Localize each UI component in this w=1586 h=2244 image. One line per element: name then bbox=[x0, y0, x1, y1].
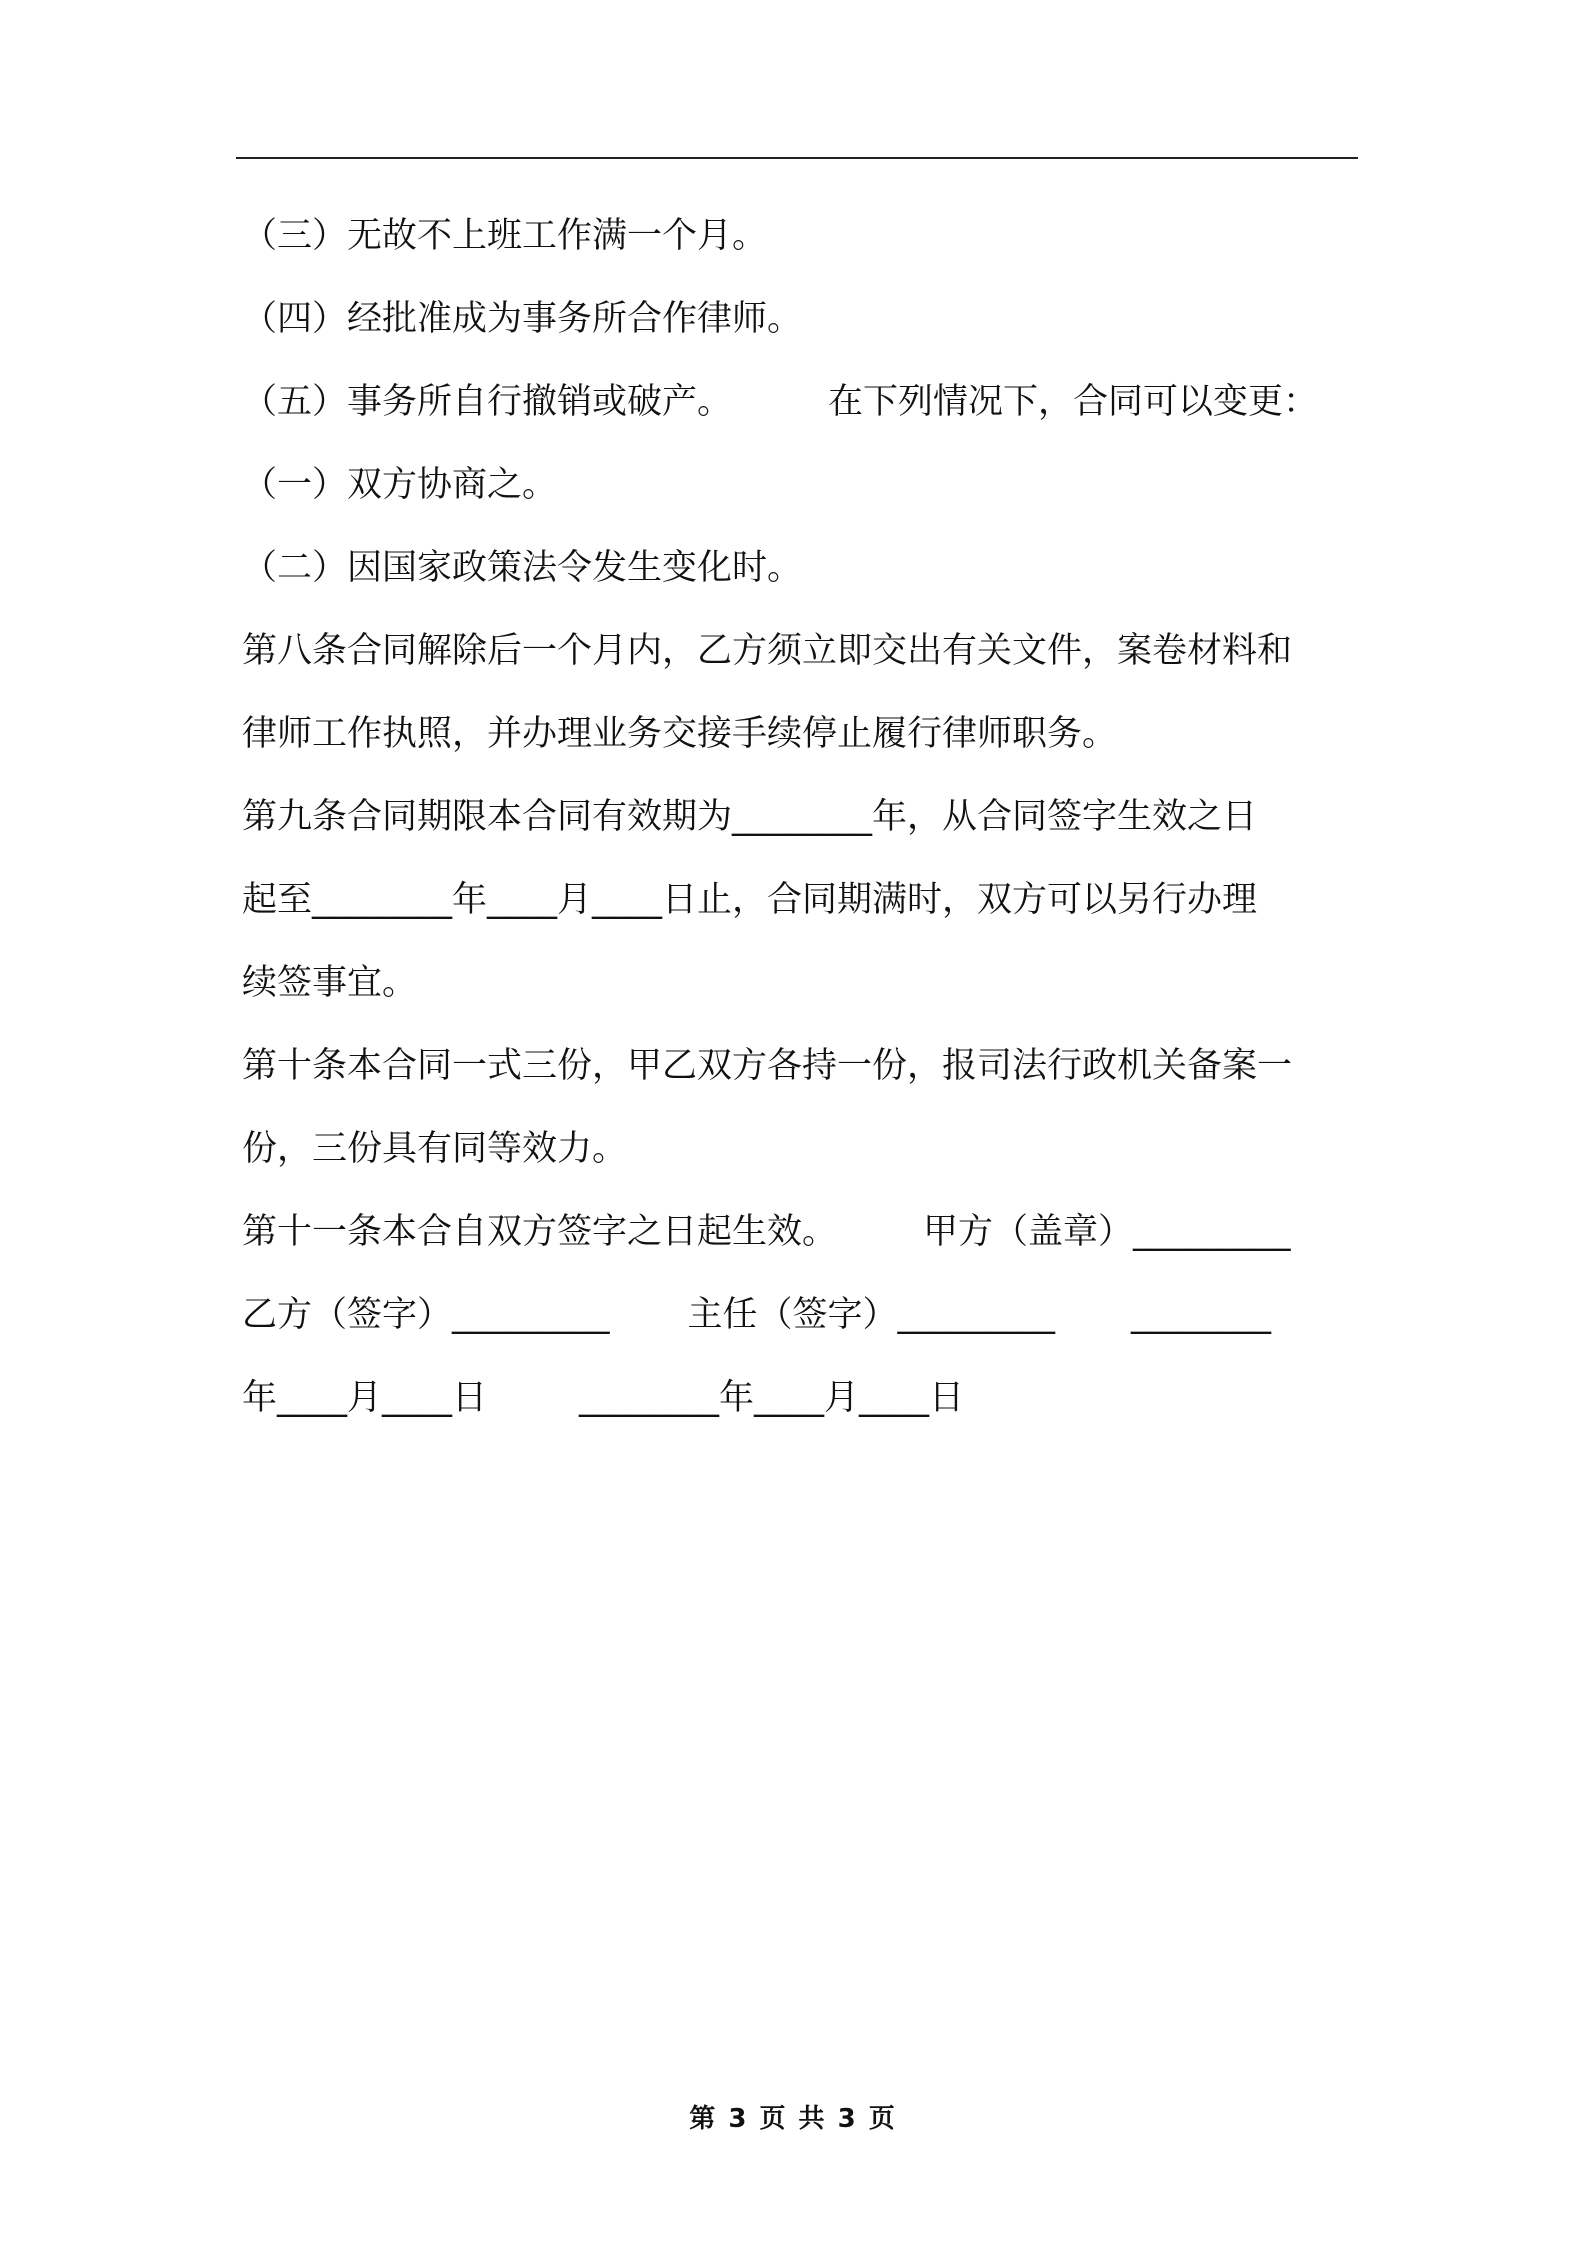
clause-text: 律师工作执照，并办理业务交接手续停止履行律师职务。 bbox=[242, 714, 1118, 754]
party-a-signature: 甲方（盖章）_________ bbox=[923, 1212, 1291, 1252]
party-b-signature: 乙方（签字）_________ bbox=[242, 1295, 610, 1335]
clause-text: （三）无故不上班工作满一个月。 bbox=[242, 216, 768, 256]
clause-text: （五）事务所自行撤销或破产。 bbox=[242, 382, 733, 422]
clause-line bbox=[242, 859, 1362, 942]
clause-text: （二）因国家政策法令发生变化时。 bbox=[242, 548, 803, 588]
clause-line bbox=[242, 278, 1362, 361]
page-footer: 第 3 页 共 3 页 bbox=[689, 2104, 897, 2134]
clause-text: 第十条本合同一式三份，甲乙双方各持一份，报司法行政机关备案一 bbox=[242, 1046, 1293, 1086]
clause-line bbox=[242, 610, 1362, 693]
clause-line bbox=[242, 1108, 1362, 1191]
director-signature: 主任（签字）_________ bbox=[687, 1295, 1056, 1335]
clause-text: 起至________年____月____日止，合同期满时，双方可以另行办理 bbox=[242, 880, 1258, 920]
date-blank: ________ bbox=[1131, 1295, 1272, 1335]
clause-text: 在下列情况下，合同可以变更： bbox=[828, 382, 1319, 422]
clause-text: （一）双方协商之。 bbox=[242, 465, 558, 505]
signature-line bbox=[242, 1191, 1362, 1274]
clause-line bbox=[242, 361, 1362, 444]
clause-text: 续签事宜。 bbox=[242, 963, 418, 1003]
clause-text: 第九条合同期限本合同有效期为________年，从合同签字生效之日 bbox=[242, 797, 1258, 837]
clause-line bbox=[242, 195, 1362, 278]
date-text: 年____月____日 bbox=[242, 1378, 488, 1418]
clause-line bbox=[242, 1025, 1362, 1108]
clause-line bbox=[242, 776, 1362, 859]
clause-line bbox=[242, 693, 1362, 776]
clause-text: 第十一条本合自双方签字之日起生效。 bbox=[242, 1212, 838, 1252]
date-line bbox=[242, 1357, 1362, 1440]
date-text: ________年____月____日 bbox=[579, 1378, 965, 1418]
clause-line bbox=[242, 942, 1362, 1025]
signature-line bbox=[242, 1274, 1362, 1357]
document-body bbox=[242, 195, 1362, 1440]
clause-text: 第八条合同解除后一个月内，乙方须立即交出有关文件，案卷材料和 bbox=[242, 631, 1293, 671]
header-rule bbox=[236, 157, 1358, 159]
clause-text: 份，三份具有同等效力。 bbox=[242, 1129, 628, 1169]
clause-line bbox=[242, 444, 1362, 527]
clause-text: （四）经批准成为事务所合作律师。 bbox=[242, 299, 803, 339]
clause-line bbox=[242, 527, 1362, 610]
